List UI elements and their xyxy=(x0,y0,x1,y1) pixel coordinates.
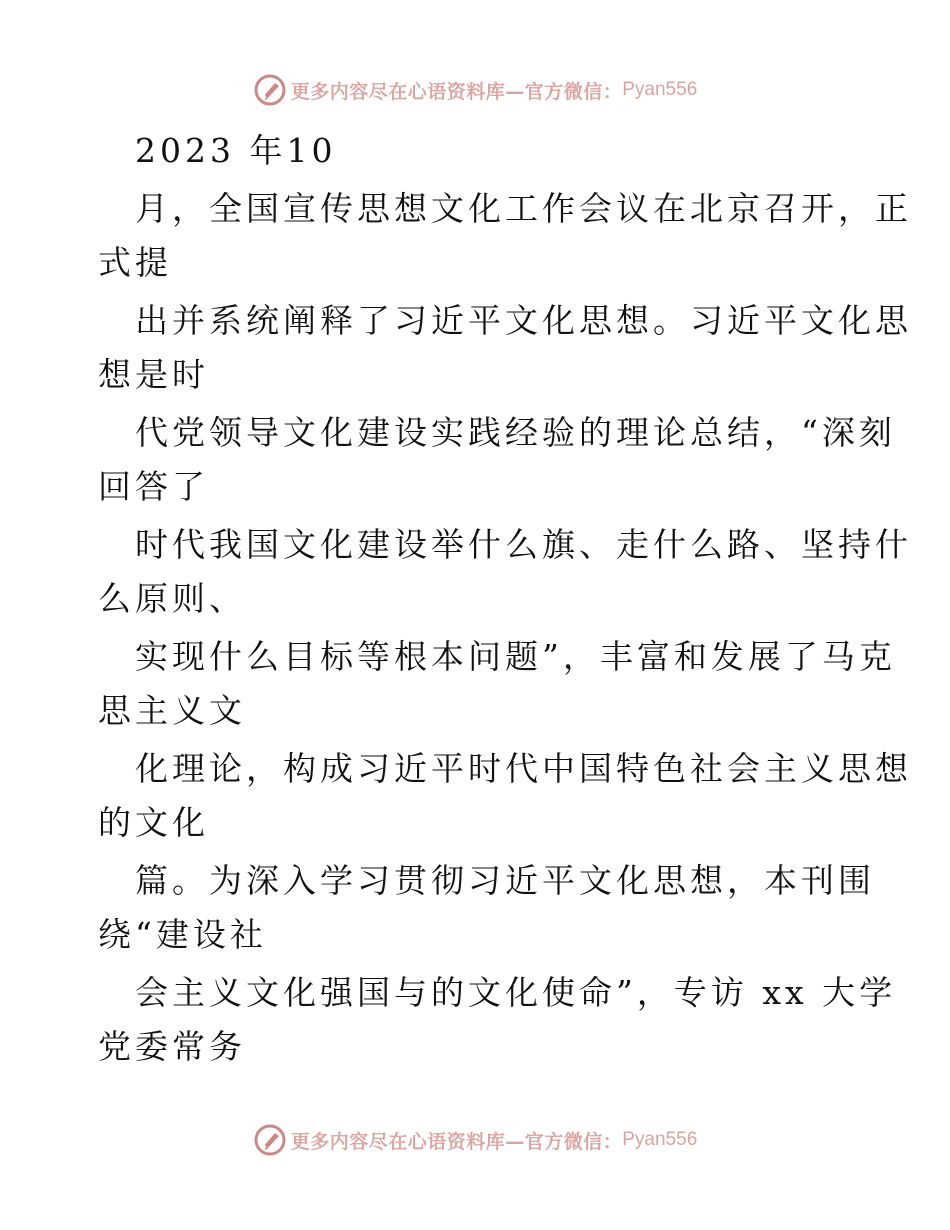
body-line: 会主义文化强国与的文化使命”，专访 xx 大学 xyxy=(135,973,897,1012)
header-watermark-text: 更多内容尽在心语资料库—官方微信： xyxy=(290,80,623,103)
body-line: 月，全国宣传思想文化工作会议在北京召开，正 xyxy=(135,189,912,228)
body-line: 实现什么目标等根本问题”，丰富和发展了马克 xyxy=(135,637,896,676)
body-line: 代党领导文化建设实践经验的理论总结，“深刻 xyxy=(135,413,896,452)
body-line: 时代我国文化建设举什么旗、走什么路、坚持什 xyxy=(135,525,912,564)
body-line: 党委常务 xyxy=(98,1027,246,1066)
footer-watermark-id: Pyan556 xyxy=(622,1129,698,1150)
body-line: 篇。为深入学习贯彻习近平文化思想，本刊围 xyxy=(135,861,875,900)
body-line: 绕“建设社 xyxy=(98,915,267,954)
body-line: 化理论，构成习近平时代中国特色社会主义思想 xyxy=(135,749,912,788)
footer-watermark-text: 更多内容尽在心语资料库—官方微信： xyxy=(290,1130,623,1153)
body-line: 想是时 xyxy=(98,355,209,394)
document-body xyxy=(98,120,912,1074)
header-watermark-id: Pyan556 xyxy=(622,79,698,100)
body-line: 式提 xyxy=(98,243,172,282)
body-line: 么原则、 xyxy=(98,579,246,618)
header-watermark-banner xyxy=(0,70,950,110)
pen-logo-icon xyxy=(253,1123,287,1157)
body-line: 的文化 xyxy=(98,803,209,842)
body-line: 2023 年10 xyxy=(135,131,337,170)
body-line: 出并系统阐释了习近平文化思想。习近平文化思 xyxy=(135,301,912,340)
pen-logo-icon xyxy=(253,73,287,107)
footer-watermark-banner xyxy=(0,1120,950,1160)
body-line: 思主义文 xyxy=(98,691,246,730)
body-line: 回答了 xyxy=(98,467,209,506)
